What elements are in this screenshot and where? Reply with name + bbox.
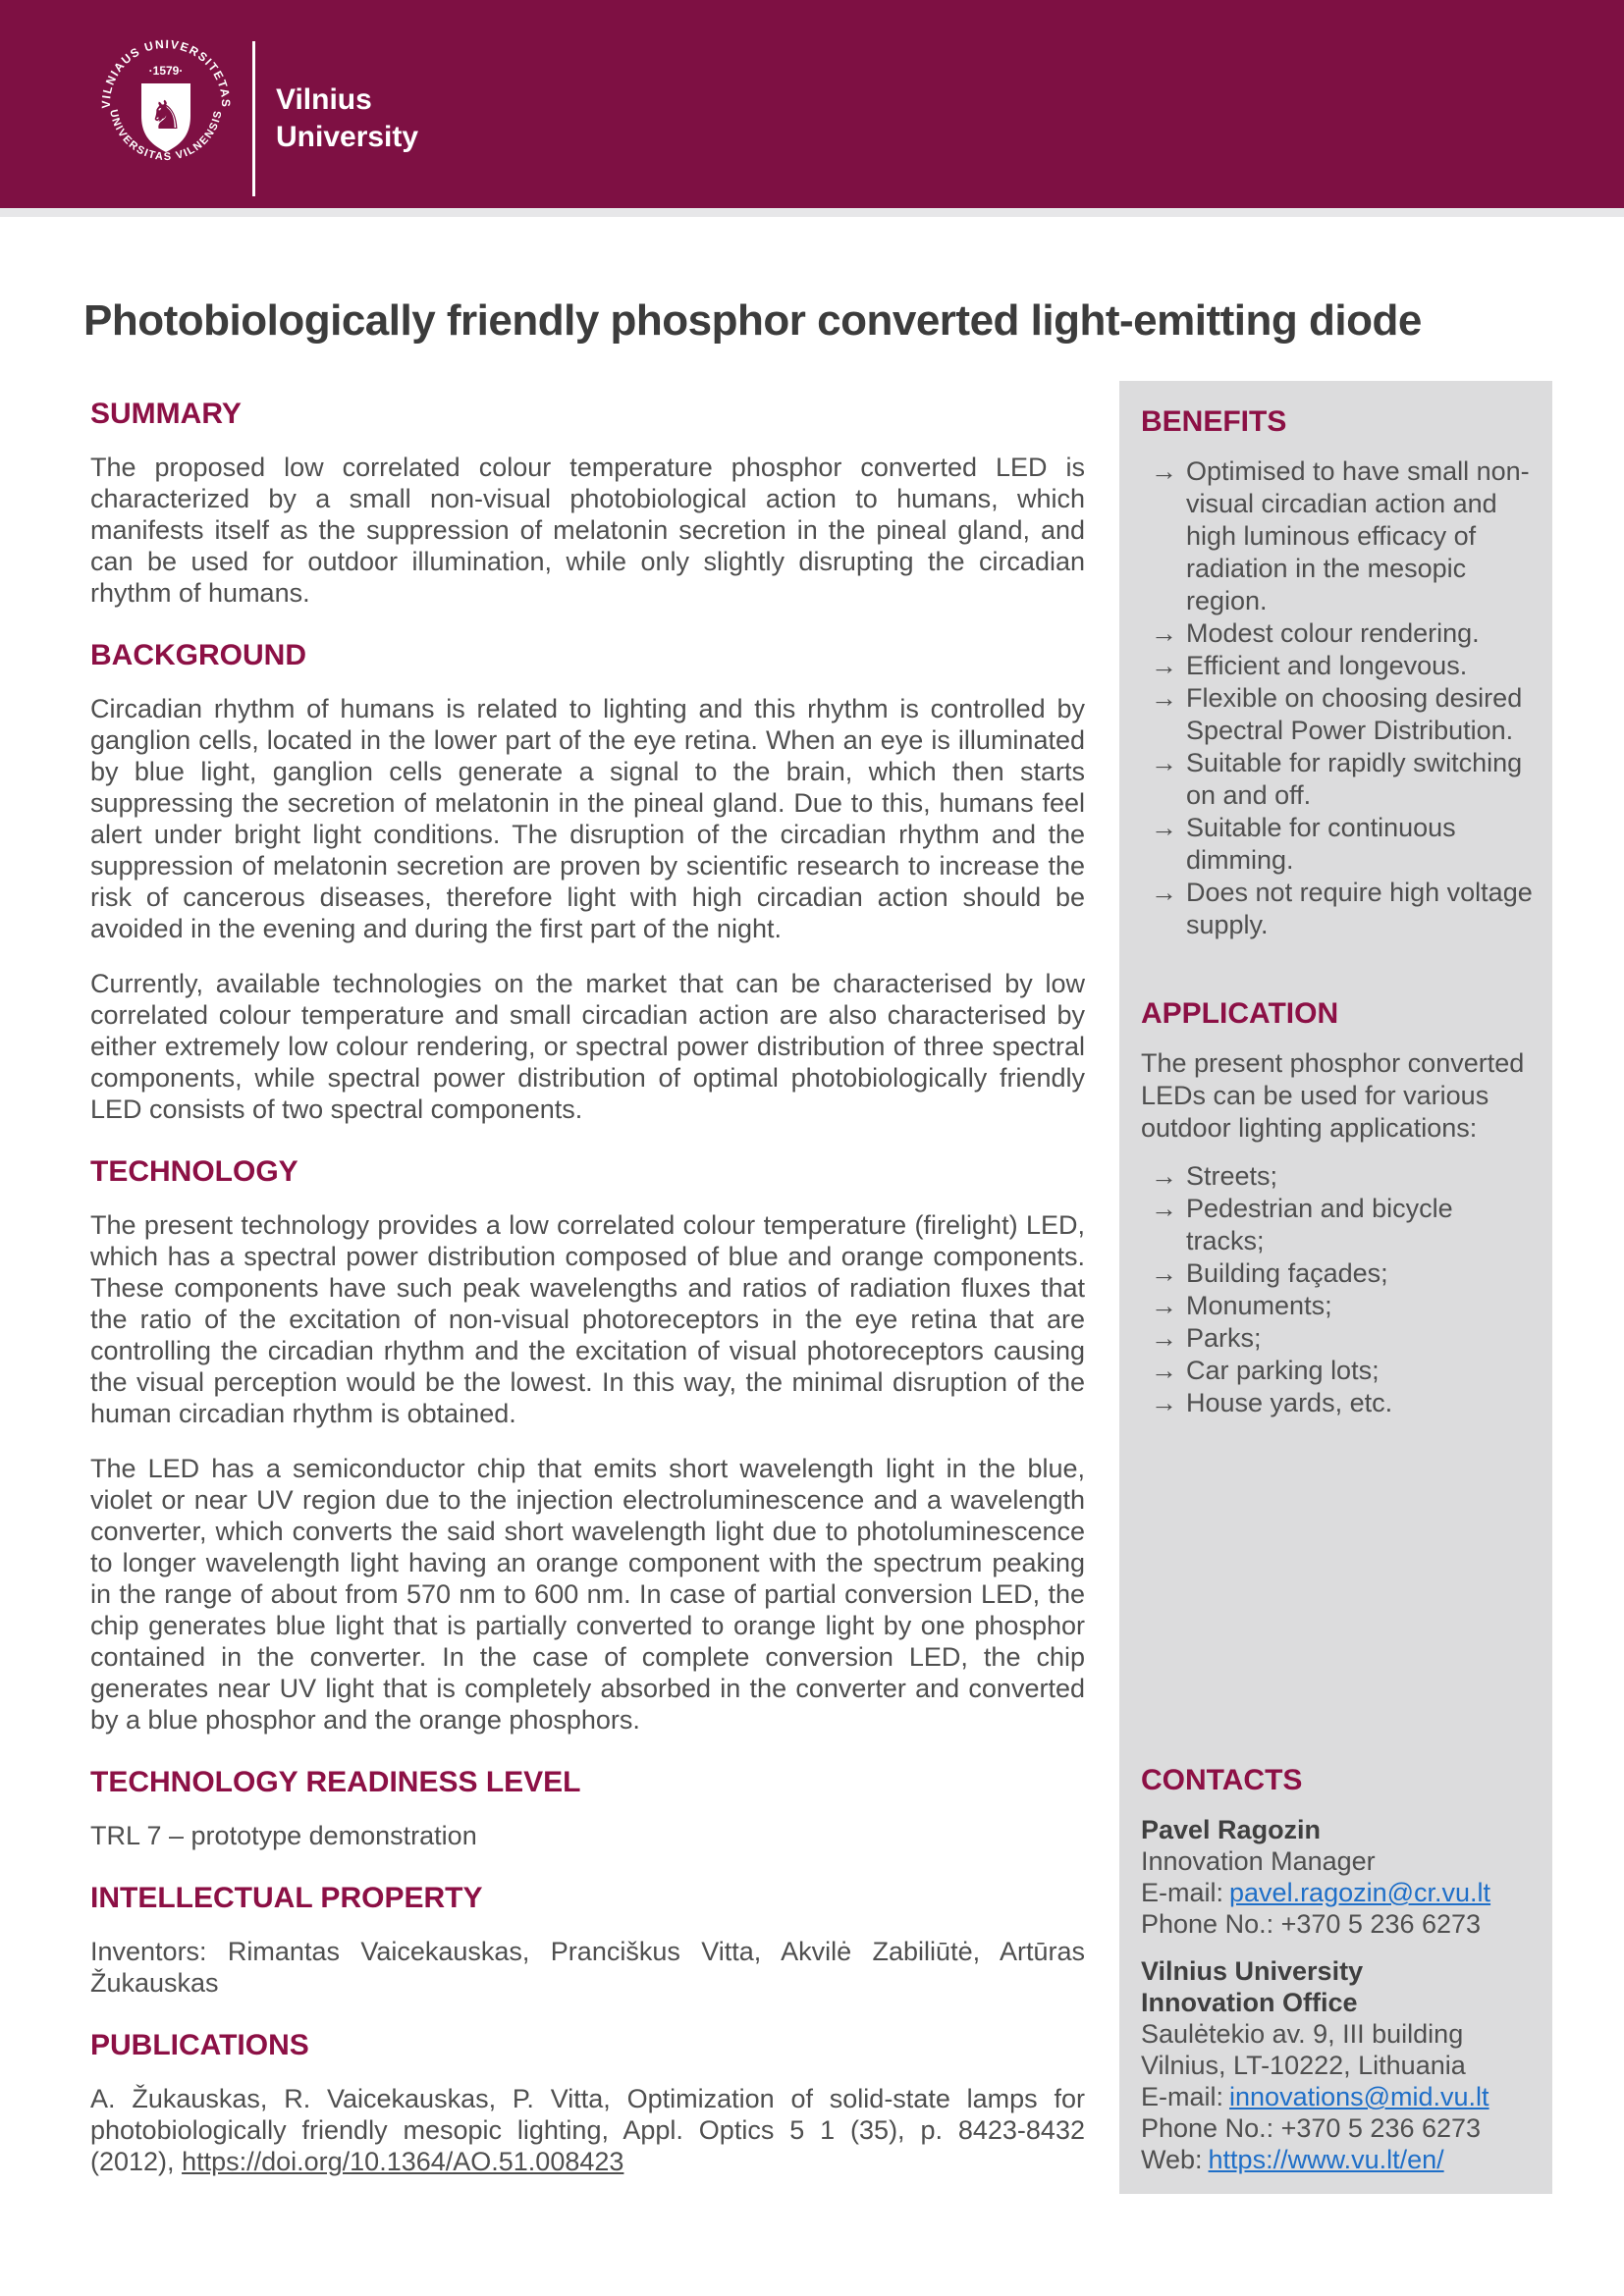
office-name-line1: Vilnius University — [1141, 1956, 1364, 1986]
application-intro: The present phosphor converted LEDs can be used for various outdoor lighting applications: — [1141, 1048, 1525, 1143]
contact-email-line — [1141, 1877, 1535, 1908]
seal-text-bottom: UNIVERSITAS VILNENSIS — [107, 108, 225, 164]
application-text: Pedestrian and bicycle tracks; — [1186, 1194, 1453, 1255]
application-text: Monuments; — [1186, 1291, 1332, 1320]
university-wordmark — [276, 81, 418, 156]
list-item — [1141, 1257, 1535, 1290]
benefits-heading: BENEFITS — [1141, 405, 1287, 438]
web-label: Web: — [1141, 2145, 1203, 2174]
office-address-2: Vilnius, LT-10222, Lithuania — [1141, 2051, 1466, 2080]
list-item — [1141, 650, 1535, 682]
arrow-bullet-icon: → — [1151, 748, 1177, 777]
application-text: Building façades; — [1186, 1258, 1388, 1288]
list-item — [1141, 455, 1535, 617]
knight-icon: ♞ — [148, 94, 184, 137]
benefit-text: Suitable for continuous dimming. — [1186, 813, 1456, 875]
background-heading: BACKGROUND — [90, 639, 306, 671]
university-seal — [97, 35, 235, 173]
arrow-bullet-icon: → — [1151, 878, 1177, 907]
list-item — [1141, 812, 1535, 877]
office-phone: Phone No.: +370 5 236 6273 — [1141, 2113, 1482, 2143]
list-item — [1141, 877, 1535, 941]
arrow-bullet-icon: → — [1151, 813, 1177, 842]
side-panel — [1119, 381, 1552, 2194]
application-text: Parks; — [1186, 1323, 1262, 1353]
arrow-bullet-icon: → — [1151, 456, 1177, 486]
header-divider — [252, 41, 255, 196]
arrow-bullet-icon: → — [1151, 1291, 1177, 1320]
benefits-list — [1141, 455, 1535, 941]
arrow-bullet-icon: → — [1151, 618, 1177, 648]
technology-heading: TECHNOLOGY — [90, 1155, 298, 1188]
doi-link[interactable]: https://doi.org/10.1364/AO.51.008423 — [182, 2147, 624, 2176]
summary-paragraph: The proposed low correlated colour temperature phosphor converted LED is characterized by a small non-visual photobiological action to humans, which manifests itself as the suppression of melatonin secretion in the pineal gland, and can be used for outdoor illumination, while only slightly disrupting the circadian rhythm of humans. — [90, 453, 1085, 608]
application-heading: APPLICATION — [1141, 997, 1339, 1030]
list-item — [1141, 1322, 1535, 1355]
header-bar — [0, 0, 1624, 208]
office-address-1: Saulėtekio av. 9, III building — [1141, 2019, 1464, 2049]
background-paragraph-2: Currently, available technologies on the market that can be characterised by low correlated colour temperature and small circadian action are also characterised by either extremely low colour rendering, or spectral power distribution of three spectral components, while spectral power distribution of optimal photobiologically friendly LED consists of two spectral components. — [90, 969, 1085, 1124]
header-separator — [0, 208, 1624, 217]
benefit-text: Suitable for rapidly switching on and off. — [1186, 748, 1523, 810]
trl-heading: TECHNOLOGY READINESS LEVEL — [90, 1766, 581, 1798]
trl-text: TRL 7 – prototype demonstration — [90, 1821, 477, 1850]
list-item — [1141, 1160, 1535, 1193]
technology-paragraph-2: The LED has a semiconductor chip that emits short wavelength light in the blue, violet or near UV region due to the injection electroluminescence and a wavelength converter, which converts the said short wavelength light due to photoluminescence to longer wavelength light having an orange component with the spectrum peaking in the range of about from 570 nm to 600 nm. In case of partial conversion LED, the chip generates blue light that is partially converted to orange light by one phosphor contained in the converter. In the case of complete conversion LED, the chip generates near UV light that is completely absorbed in the converter and converted by a blue phosphor and the orange phosphors. — [90, 1454, 1085, 1735]
office-web-line — [1141, 2144, 1535, 2175]
office-web-link[interactable]: https://www.vu.lt/en/ — [1208, 2145, 1444, 2174]
benefit-text: Modest colour rendering. — [1186, 618, 1480, 648]
publication-entry — [90, 2083, 1085, 2177]
list-item — [1141, 1290, 1535, 1322]
office-name-line2: Innovation Office — [1141, 1988, 1358, 2017]
seal-text-top: VILNIAUS UNIVERSITETAS — [98, 36, 234, 109]
benefit-text: Efficient and longevous. — [1186, 651, 1468, 680]
list-item — [1141, 1355, 1535, 1387]
page-title: Photobiologically friendly phosphor converted light-emitting diode — [83, 296, 1422, 346]
contacts-heading: CONTACTS — [1141, 1764, 1303, 1796]
technology-paragraph-1: The present technology provides a low correlated colour temperature (firelight) LED, which has a spectral power distribution composed of blue and orange components. These components have such peak wavelengths and ratios of radiation fluxes that the ratio of the excitation of non-visual photoreceptors in the eye retina that are controlling the circadian rhythm and the excitation of visual photoreceptors causing the visual perception would be the lowest. In this way, the minimal disruption of the human circadian rhythm is obtained. — [90, 1210, 1085, 1428]
publication-citation: A. Žukauskas, R. Vaicekauskas, P. Vitta, Optimization of solid-state lamps for photobiologically friendly mesopic lighting, Appl. Optics 5 1 (35), p. 8423-8432 (2012), — [90, 2084, 1085, 2176]
list-item — [1141, 617, 1535, 650]
brand-line-1: Vilnius — [276, 83, 372, 116]
benefit-text: Flexible on choosing desired Spectral Power Distribution. — [1186, 683, 1523, 745]
arrow-bullet-icon: → — [1151, 683, 1177, 713]
arrow-bullet-icon: → — [1151, 1388, 1177, 1417]
office-email-link[interactable]: innovations@mid.vu.lt — [1229, 2082, 1489, 2111]
brand-line-2: University — [276, 121, 419, 153]
contact-person-name: Pavel Ragozin — [1141, 1815, 1322, 1844]
benefit-text: Does not require high voltage supply. — [1186, 878, 1533, 939]
arrow-bullet-icon: → — [1151, 1194, 1177, 1223]
list-item — [1141, 1193, 1535, 1257]
application-text: House yards, etc. — [1186, 1388, 1393, 1417]
arrow-bullet-icon: → — [1151, 1356, 1177, 1385]
contact-person-phone: Phone No.: +370 5 236 6273 — [1141, 1909, 1482, 1939]
seal-year: ·1579· — [148, 64, 184, 78]
list-item — [1141, 682, 1535, 747]
publications-heading: PUBLICATIONS — [90, 2029, 309, 2061]
main-column — [90, 397, 1085, 2201]
arrow-bullet-icon: → — [1151, 1161, 1177, 1191]
office-email-line — [1141, 2081, 1535, 2112]
email-label: E-mail: — [1141, 2082, 1224, 2111]
inventors-text: Inventors: Rimantas Vaicekauskas, Pranciškus Vitta, Akvilė Zabiliūtė, Artūras Žukauskas — [90, 1937, 1085, 1998]
ip-heading: INTELLECTUAL PROPERTY — [90, 1882, 483, 1914]
email-label: E-mail: — [1141, 1878, 1224, 1907]
arrow-bullet-icon: → — [1151, 1323, 1177, 1353]
arrow-bullet-icon: → — [1151, 1258, 1177, 1288]
person-email-link[interactable]: pavel.ragozin@cr.vu.lt — [1229, 1878, 1491, 1907]
benefit-text: Optimised to have small non-visual circadian action and high luminous efficacy of radiation in the mesopic region. — [1186, 456, 1530, 615]
application-text: Car parking lots; — [1186, 1356, 1380, 1385]
arrow-bullet-icon: → — [1151, 651, 1177, 680]
contact-office — [1141, 1955, 1535, 2175]
list-item — [1141, 747, 1535, 812]
application-text: Streets; — [1186, 1161, 1278, 1191]
application-list — [1141, 1160, 1535, 1419]
list-item — [1141, 1387, 1535, 1419]
summary-heading: SUMMARY — [90, 398, 242, 430]
background-paragraph-1: Circadian rhythm of humans is related to lighting and this rhythm is controlled by ganglion cells, located in the lower part of the eye retina. When an eye is illuminated by blue light, ganglion cells generate a signal to the brain, which then starts suppressing the secretion of melatonin in the pineal gland. Due to this, humans feel alert under bright light conditions. The disruption of the circadian rhythm and the suppression of melatonin secretion are proven by scientific research to increase the risk of cancerous diseases, therefore light with high circadian action should be avoided in the evening and during the first part of the night. — [90, 694, 1085, 943]
contact-person-role: Innovation Manager — [1141, 1846, 1376, 1876]
contacts-block — [1141, 1814, 1535, 2175]
contact-person — [1141, 1814, 1535, 1940]
